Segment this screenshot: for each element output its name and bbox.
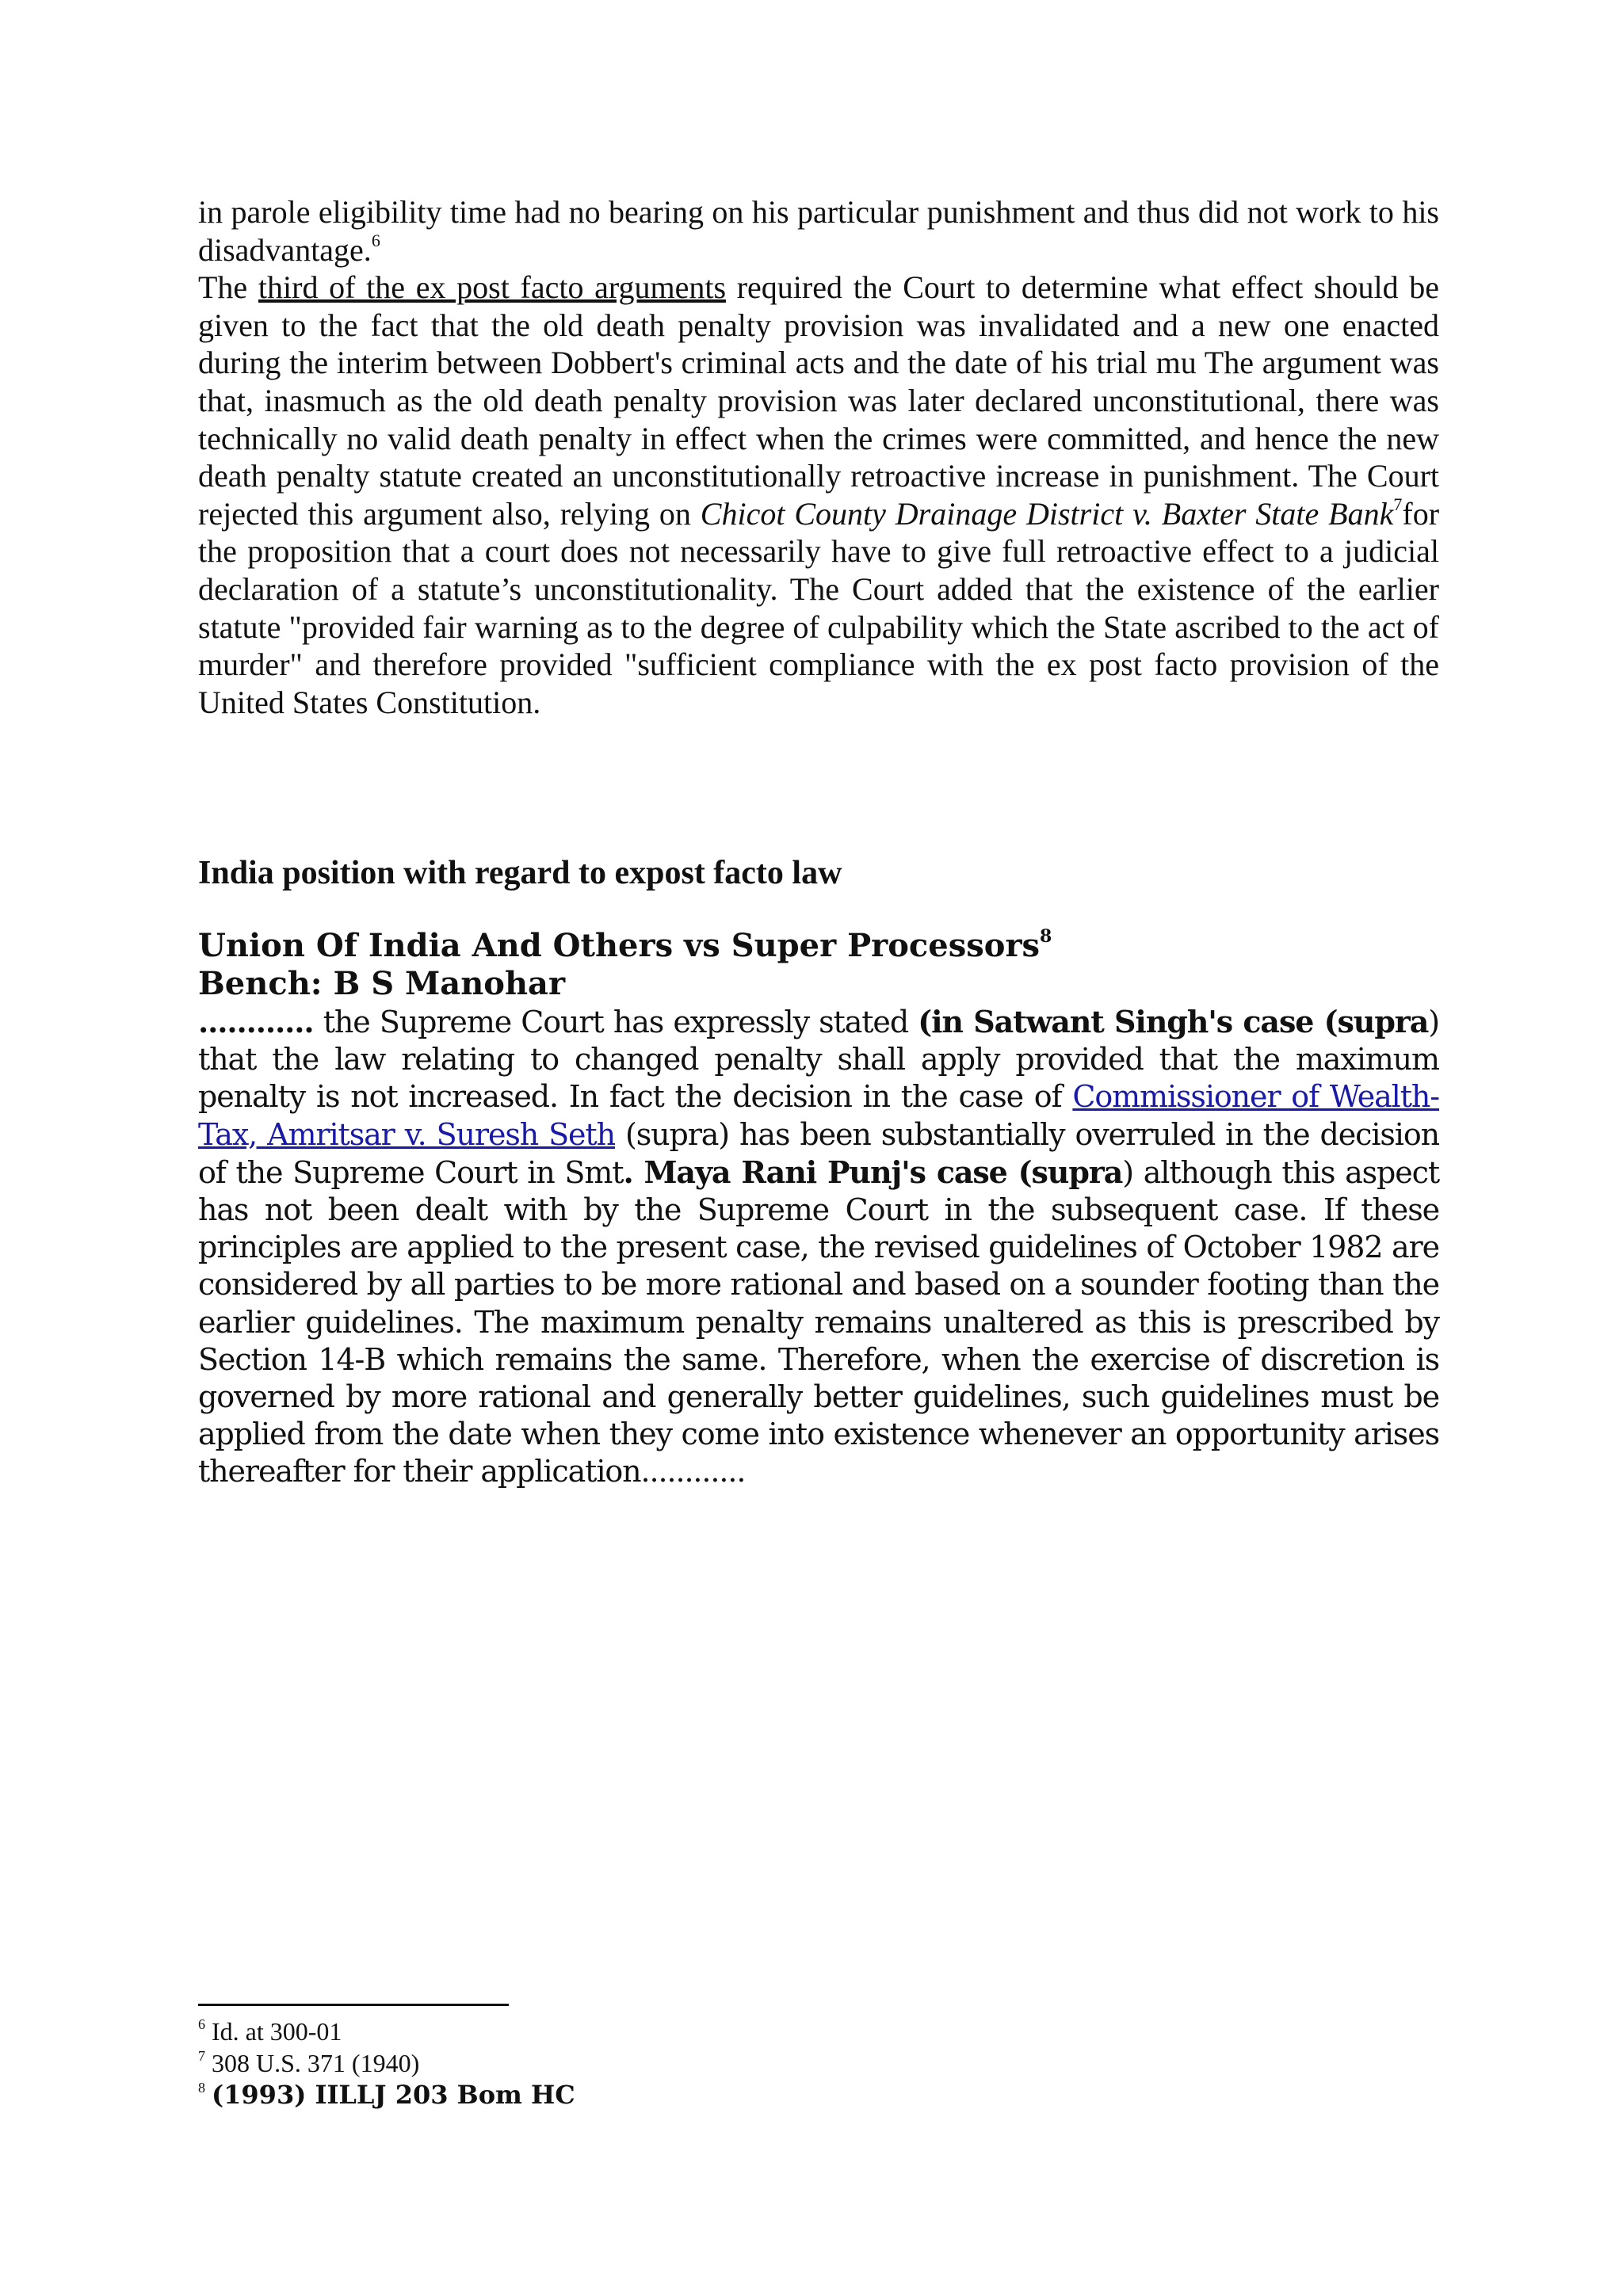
bench-line: Bench: B S Manohar (198, 965, 566, 1002)
footnote-ref-8: 8 (1040, 926, 1052, 947)
footnote-number: 7 (198, 2048, 205, 2064)
footnote-8 (198, 2079, 1439, 2111)
section-heading: India position with regard to expost facto law (198, 855, 842, 891)
case-citation-italic: Chicot County Drainage District v. Baxter State Bank (700, 495, 1394, 532)
footnote-ref-7: 7 (1393, 494, 1403, 514)
paragraph-third-text-3: for the proposition that a court does not necessarily have to give full retroactive effect to a judicial declaration of a statute’s unconstitutionality. The Court added that the existence of the earlier statute "provided fair warning as to the degree of culpability which the State ascribed to the act of murder" and therefore provided "sufficient compliance with the ex post facto provision of the United States Constitution. (198, 495, 1440, 720)
excerpt-text-2: ) that the law relating to changed penalty shall apply provided that the maximum penalty is not increased. In fact the decision in the case of (198, 1005, 1439, 1115)
case-link-suresh-seth[interactable]: Commissioner of Wealth-Tax, Amritsar v. Suresh Seth (198, 1079, 1439, 1152)
paragraph-parole (198, 193, 1439, 269)
underlined-phrase: third of the ex post facto arguments (258, 269, 727, 306)
footnote-7 (198, 2047, 1439, 2079)
paragraph-parole-text: in parole eligibility time had no bearing on his particular punishment and thus did not work to his disadvantage. (198, 194, 1439, 268)
footnote-text: Id. at 300-01 (212, 2017, 342, 2046)
judgment-excerpt (198, 1003, 1439, 1491)
footnote-text: (1993) IILLJ 203 Bom HC (212, 2080, 575, 2110)
footnotes (198, 2016, 1439, 2111)
excerpt-text-3: (supra) has been substantially overruled in the decision of the Supreme Court in Smt (198, 1116, 1439, 1190)
paragraph-third-argument (198, 269, 1439, 721)
excerpt-bold-maya-rani: . Maya Rani Punj's case (supra (623, 1154, 1123, 1190)
excerpt-leading-dots: ............ (198, 1004, 314, 1039)
footnote-text: 308 U.S. 371 (1940) (212, 2049, 420, 2077)
footnote-number: 6 (198, 2016, 205, 2032)
excerpt-text-4: ) although this aspect has not been dealt with by the Supreme Court in the subsequent case. If these principles are applied to the present case, the revised guidelines of October 1982 are considered by all parties to be more rational and based on a sounder footing than the earlier guidelines. The maximum penalty remains unaltered as this is prescribed by Section 14-B which remains the same. Therefore, when the exercise of discretion is governed by more rational and generally better guidelines, such guidelines must be applied from the date when they come into existence whenever an opportunity arises thereafter for their application............ (198, 1154, 1439, 1489)
case-title-text: Union Of India And Others vs Super Processors (198, 927, 1041, 964)
footnote-6 (198, 2016, 1439, 2047)
paragraph-third-text-1: The (198, 269, 258, 306)
footnote-number: 8 (198, 2080, 205, 2096)
paragraph-third-text-2: required the Court to determine what effect should be given to the fact that the old death penalty provision was invalidated and a new one enacted during the interim between Dobbert's criminal acts and the date of his trial mu The argument was that, inasmuch as the old death penalty provision was later declared unconstitutional, there was technically no valid death penalty in effect when the crimes were committed, and hence the new death penalty statute created an unconstitutionally retroactive increase in punishment. The Court rejected this argument also, relying on (198, 269, 1440, 532)
top-section (198, 193, 1439, 721)
footnote-divider (198, 2004, 509, 2006)
footnote-ref-6: 6 (371, 230, 380, 250)
case-section (198, 927, 1439, 1491)
excerpt-bold-satwant: (in Satwant Singh's case (supra (918, 1004, 1429, 1039)
excerpt-text-1: the Supreme Court has expressly stated (313, 1005, 918, 1039)
case-title (198, 927, 1439, 965)
